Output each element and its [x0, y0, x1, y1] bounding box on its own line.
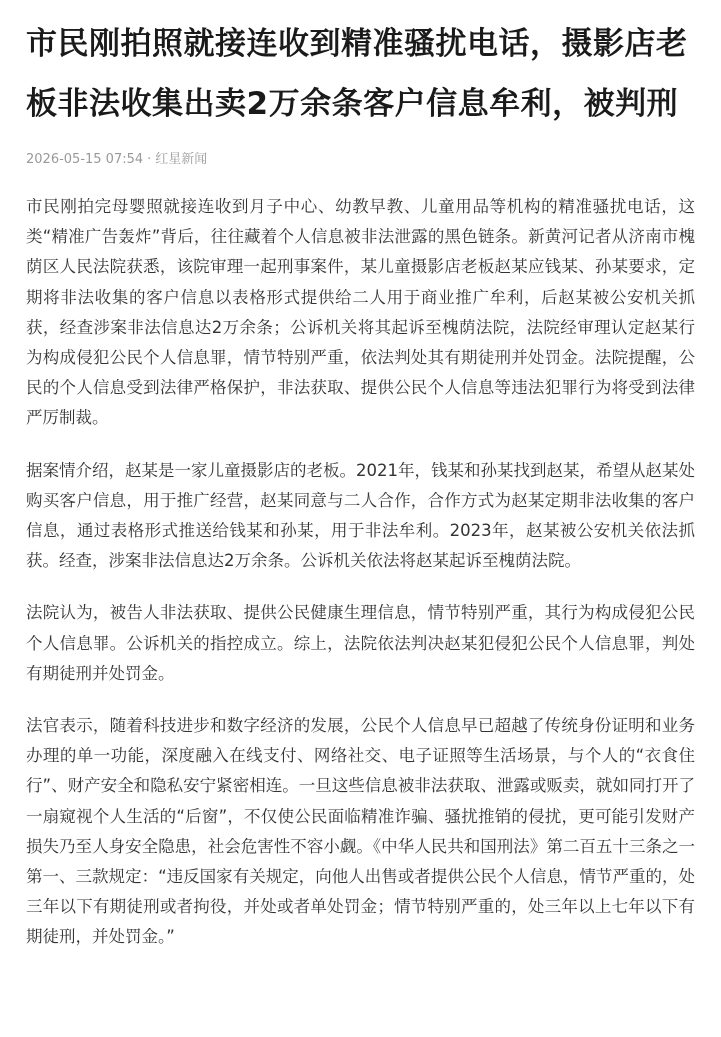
meta-separator: · — [147, 152, 152, 167]
source-name[interactable]: 红星新闻 — [155, 152, 208, 167]
paragraph: 市民刚拍完母婴照就接连收到月子中心、幼教早教、儿童用品等机构的精准骚扰电话，这类“精准广告轰炸”背后，往往藏着个人信息被非法泄露的黑色链条。新黄河记者从济南市槐荫区人民法院获悉，该院审理一起刑事案件，某儿童摄影店老板赵某应钱某、孙某要求，定期将非法收集的客户信息以表格形式提供给二人用于商业推广牟利，后赵某被公安机关抓获，经查涉案非法信息达2万余条；公诉机关将其起诉至槐荫法院，法院经审理认定赵某行为构成侵犯公民个人信息罪，情节特别严重，依法判处其有期徒刑并处罚金。法院提醒，公民的个人信息受到法律严格保护，非法获取、提供公民个人信息等违法犯罪行为将受到法律严厉制裁。 — [26, 197, 695, 428]
article-body — [26, 192, 695, 953]
article-title: 市民刚拍照就接连收到精准骚扰电话，摄影店老板非法收集出卖2万余条客户信息牟利，被判刑 — [26, 26, 688, 122]
paragraph: 据案情介绍，赵某是一家儿童摄影店的老板。2021年，钱某和孙某找到赵某，希望从赵某处购买客户信息，用于推广经营，赵某同意与二人合作，合作方式为赵某定期非法收集的客户信息，通过表格形式推送给钱某和孙某，用于非法牟利。2023年，赵某被公安机关依法抓获。经查，涉案非法信息达2万余条。公诉机关依法将赵某起诉至槐荫法院。 — [26, 460, 695, 571]
paragraph: 法官表示，随着科技进步和数字经济的发展，公民个人信息早已超越了传统身份证明和业务办理的单一功能，深度融入在线支付、网络社交、电子证照等生活场景，与个人的“衣食住行”、财产安全和隐私安宁紧密相连。一旦这些信息被非法获取、泄露或贩卖，就如同打开了一扇窥视个人生活的“后窗”，不仅使公民面临精准诈骗、骚扰推销的侵扰，更可能引发财产损失乃至人身安全隐患，社会危害性不容小觑。《中华人民共和国刑法》第二百五十三条之一第一、三款规定：“违反国家有关规定，向他人出售或者提供公民个人信息，情节严重的，处三年以下有期徒刑或者拘役，并处或者单处罚金；情节特别严重的，处三年以上七年以下有期徒刑，并处罚金。” — [26, 716, 695, 947]
article-meta — [26, 150, 695, 170]
paragraph: 法院认为，被告人非法获取、提供公民健康生理信息，情节特别严重，其行为构成侵犯公民个人信息罪。公诉机关的指控成立。综上，法院依法判决赵某犯侵犯公民个人信息罪，判处有期徒刑并处罚金。 — [26, 603, 695, 683]
publish-datetime: 2026-05-15 07:54 — [26, 152, 144, 167]
